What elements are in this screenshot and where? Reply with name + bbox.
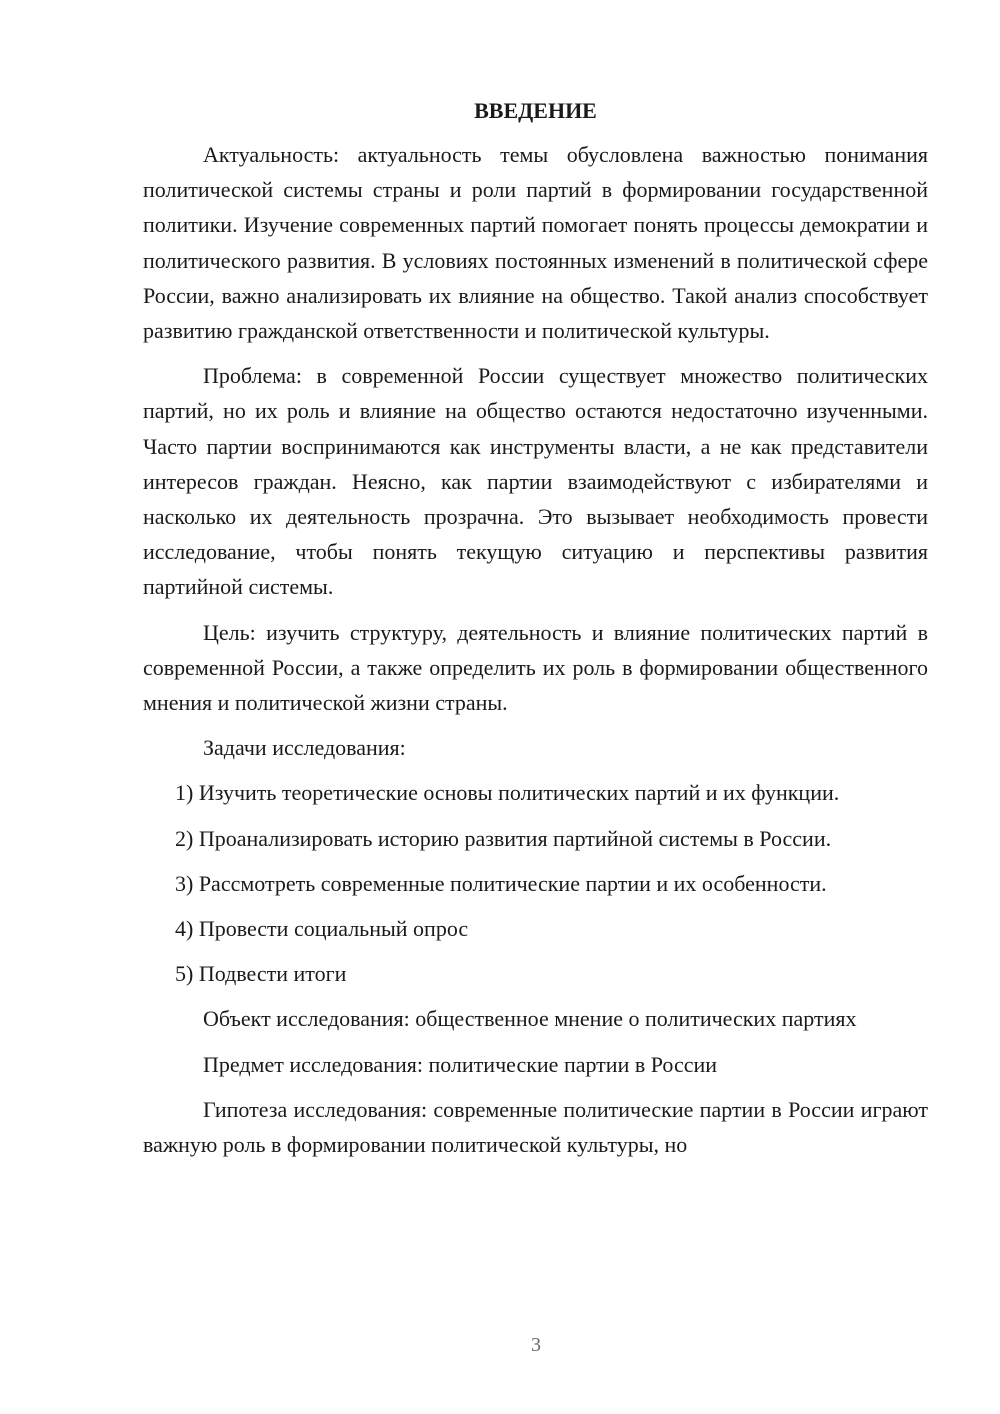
page-number: 3 (531, 1334, 541, 1356)
list-item: 3) Рассмотреть современные политические партии и их особенности. (175, 870, 827, 896)
document-title: ВВЕДЕНИЕ (474, 98, 597, 123)
paragraph-relevance: Актуальность: актуальность темы обусловлена важностью понимания политической системы страны и роли партий в формировании государственной политики. Изучение современных партий помогает понять процессы демократии и политического развития. В условиях постоянных изменений в политической сфере России, важно анализировать их влияние на общество. Такой анализ способствует развитию гражданской ответственности и политической культуры. (143, 142, 928, 344)
list-item: 1) Изучить теоретические основы политических партий и их функции. (175, 780, 840, 806)
paragraph-problem: Проблема: в современной России существует множество политических партий, но их роль и влияние на общество остаются недостаточно изученными. Часто партии воспринимаются как инструменты власти, а не как представители интересов граждан. Неясно, как партии взаимодействуют с избирателями и насколько их деятельность прозрачна. Это вызывает необходимость провести исследование, чтобы понять текущую ситуацию и перспективы развития партийной системы. (143, 363, 928, 600)
paragraph-subject: Предмет исследования: политические партии в России (203, 1051, 718, 1077)
paragraph-object: Объект исследования: общественное мнение о политических партиях (203, 1006, 857, 1032)
list-item: 2) Проанализировать историю развития партийной системы в России. (175, 825, 832, 851)
list-item: 4) Провести социальный опрос (175, 916, 469, 942)
paragraph-goal: Цель: изучить структуру, деятельность и влияние политических партий в современной России, а также определить их роль в формировании общественного мнения и политической жизни страны. (143, 619, 928, 716)
tasks-list (143, 775, 928, 991)
document-page (143, 95, 928, 1172)
paragraph-hypothesis: Гипотеза исследования: современные политические партии в России играют важную роль в формировании политической культуры, но (143, 1096, 928, 1158)
tasks-heading: Задачи исследования: (203, 735, 406, 761)
list-item: 5) Подвести итоги (175, 961, 347, 987)
